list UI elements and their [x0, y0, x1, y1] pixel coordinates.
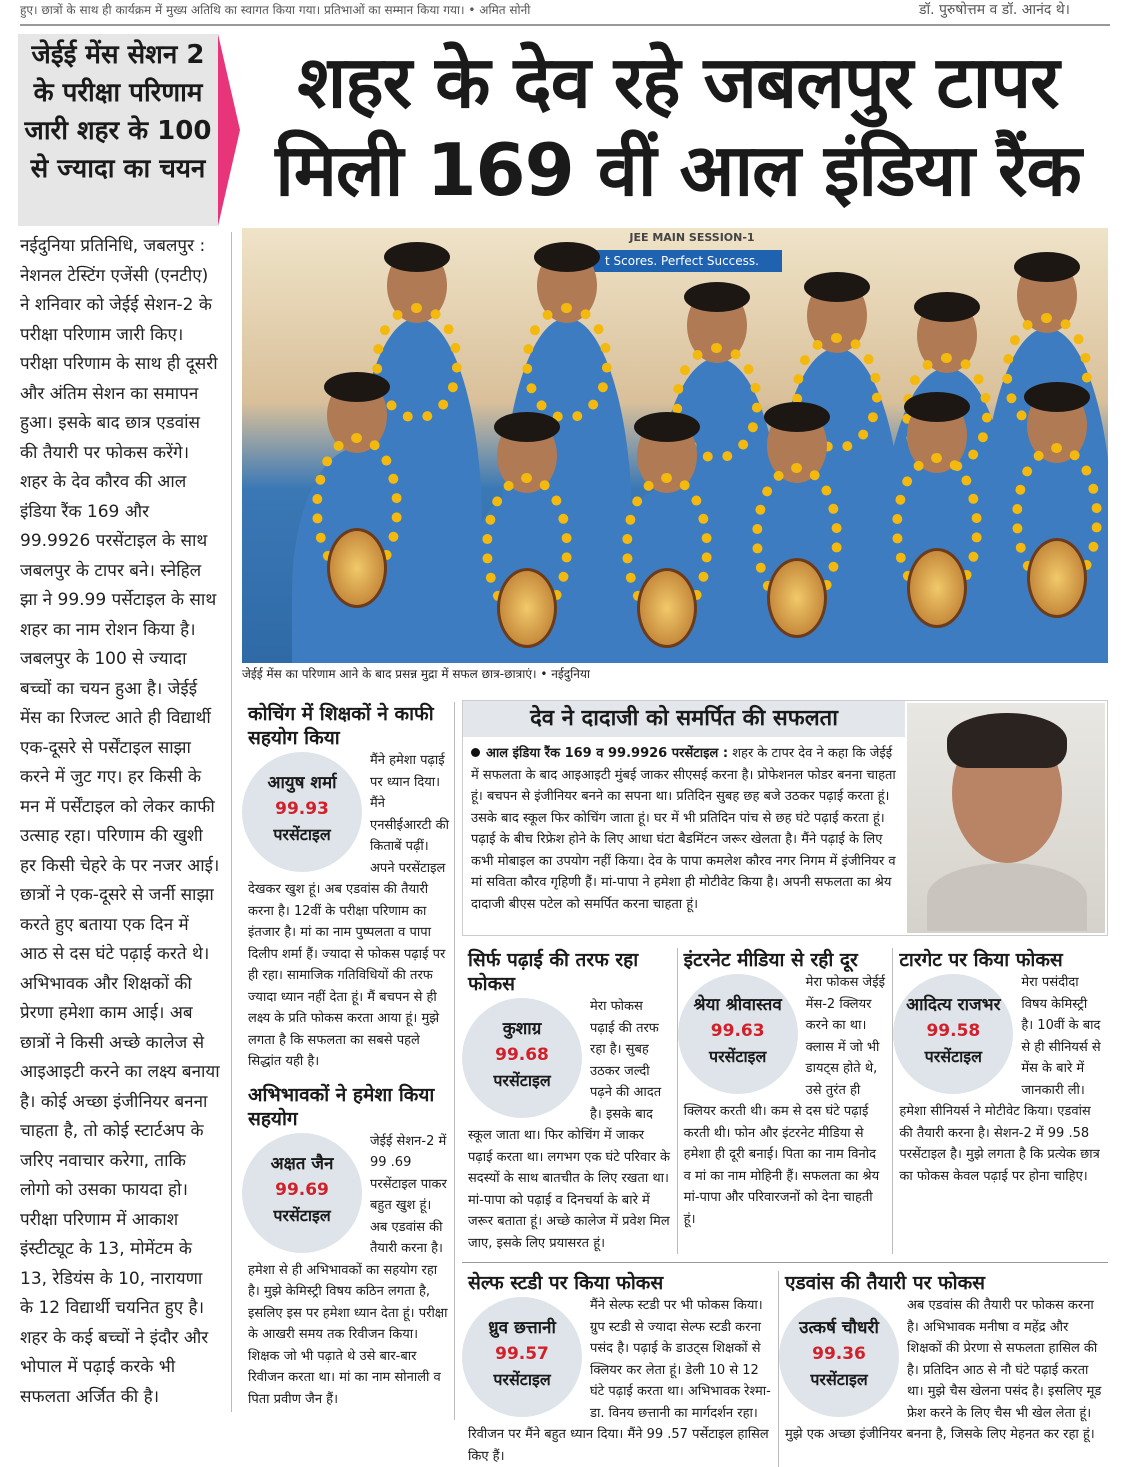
student-score: 99.63 — [710, 1021, 765, 1041]
article-body: मैंने सेल्फ स्टडी पर भी फोकस किया। ग्रुप स्टडी से ज्यादा सेल्फ स्टडी करना पसंद है। पढ़ाई के डाउट्स शिक्षकों से क्लियर कर लेता हूं। डेली 10 से 12 घंटे पढ़ाई करता था। अभिभावक रेश्मा-डा. विनय छत्तानी का मार्गदर्शन रहा। रिवीजन पर मैंने बहुत ध्यान दिया। मैंने 99 .57 पर्सेटाइल हासिल किए हैं। — [468, 1298, 771, 1464]
right-article-area — [462, 700, 1108, 1467]
left-article-column — [248, 702, 455, 1420]
article-title: एडवांस की तैयारी पर फोकस — [785, 1272, 986, 1294]
trophy-icon — [907, 548, 967, 628]
article-1 — [248, 702, 450, 1073]
name-badge — [462, 1297, 582, 1417]
name-badge — [242, 752, 362, 872]
article-6 — [462, 1271, 778, 1467]
name-badge — [779, 1297, 899, 1417]
student-score: 99.57 — [495, 1344, 549, 1364]
article-body: मेरा फोकस पढ़ाई की तरफ रहा है। सुबह उठकर जल्दी पढ़ने की आदत है। इसके बाद स्कूल जाता था। फिर कोचिंग में जाकर पढ़ाई करता था। लगभग एक घंटे परिवार के सदस्यों के साथ बातचीत के लिए रखता था। मां-पापा को पढ़ाई व दिनचर्या के बारे में जरूर बताता हूं। अच्छे कालेज में प्रवेश मिल जाए, इसके लिए प्रयासरत हूं। — [468, 999, 671, 1251]
main-story: नईदुनिया प्रतिनिधि, जबलपुर : नेशनल टेस्टिंग एजेंसी (एनटीए) ने शनिवार को जेईई सेशन-2 के परीक्षा परिणाम जारी किए। परीक्षा परिणाम के साथ ही दूसरी और अंतिम सेशन का समापन हुआ। इसके बाद छात्र एडवांस की तैयारी पर फोकस करेंगे। शहर के देव कौरव की आल इंडिया रैंक 169 और 99.9926 परसेंटाइल के साथ जबलपुर के टापर बने। स्नेहिल झा ने 99.99 पर्सेटाइल के साथ शहर का नाम रोशन किया है। जबलपुर के 100 से ज्यादा बच्चों का चयन हुआ है। जेईई मेंस का रिजल्ट आते ही विद्यार्थी एक-दूसरे से पर्सेंटाइल साझा करने में जुट गए। हर किसी के मन में पर्सेंटाइल को लेकर काफी उत्साह रहा। परिणाम की खुशी हर किसी चेहरे के पर नजर आई। छात्रों ने एक-दूसरे से जर्नी साझा करते हुए बताया एक दिन में आठ से दस घंटे पढ़ाई करते थे। अभिभावक और शिक्षकों की प्रेरणा हमेशा काम आई। अब छात्रों ने किसी अच्छे कालेज से आइआइटी करने का लक्ष्य बनाया है। कोई अच्छा इंजीनियर बनना चाहता है, तो कोई स्टार्टअप के जरिए नवाचार करेगा, ताकि लोगो को उसका फायदा हो। परीक्षा परिणाम में आकाश इंस्टीट्यूट के 13, मोमेंटम के 13, रेडियंस के 10, नारायणा के 12 विद्यार्थी चयनित हुए है। शहर के कई बच्चों ने इंदौर और भोपाल में पढ़ाई करके भी सफलता अर्जित की है। — [20, 236, 220, 1407]
dev-box — [462, 700, 1108, 936]
score-unit: परसेंटाइल — [924, 1047, 983, 1066]
article-2 — [248, 1083, 450, 1411]
group-photo — [242, 228, 1108, 663]
article-body: मेरा फोकस जेईई मेंस-2 क्लियर करने का था। क्लास में जो भी डायट्स होते थे, उसे तुरंत ही क्लियर करती थी। कम से दस घंटे पढ़ाई करती थी। फोन और इंटरनेट मीडिया से हमेशा ही दूरी बनाई। पिता का नाम विनोद व मां का नाम मोहिनी हैं। सफलता का श्रेय मां-पापा और परिवारजनों को देना चाहती हूं। — [683, 975, 885, 1227]
dev-body — [463, 737, 905, 921]
article-title: टारगेट पर किया फोकस — [899, 949, 1063, 971]
student-score: 99.58 — [926, 1021, 981, 1041]
article-title: सिर्फ पढ़ाई की तरफ रहा फोकस — [468, 949, 639, 995]
article-7 — [778, 1271, 1108, 1467]
article-5 — [892, 948, 1108, 1254]
article-body: मेरा पसंदीदा विषय केमिस्ट्री है। 10वीं के बाद से ही सीनियर्स से मेंस के बारे में जानकारी ली। हमेशा सीनियर्स ने मोटीवेट किया। एडवांस की तैयारी करना है। सेशन-2 में 99 .58 परसेंटाइल है। मुझे लगता है कि प्रत्येक छात्र का फोकस केवल पढ़ाई पर होना चाहिए। — [899, 975, 1101, 1184]
name-badge — [242, 1133, 362, 1253]
dev-portrait — [907, 703, 1105, 933]
sidebar-headline: जेईई मेंस सेशन 2 के परीक्षा परिणाम जारी शहर के 100 से ज्यादा का चयन — [18, 34, 218, 226]
score-unit: परसेंटाइल — [273, 825, 331, 844]
article-title: इंटरनेट मीडिया से रही दूर — [683, 949, 858, 971]
student-score: 99.68 — [495, 1045, 549, 1065]
article-4 — [677, 948, 893, 1254]
bullet-icon — [471, 748, 480, 757]
photo-caption: जेईई मेंस का परिणाम आने के बाद प्रसन्न मुद्रा में सफल छात्र-छात्राएं। • नईदुनिया — [242, 667, 591, 681]
article-body: अब एडवांस की तैयारी पर फोकस करना है। अभिभावक मनीषा व महेंद्र और शिक्षकों की प्रेरणा से सफलता हासिल की है। प्रतिदिन आठ से नौ घंटे पढ़ाई करता था। मुझे चैस खेलना पसंद है। इसलिए मूड फ्रेश करने के लिए चैस भी खेल लेता हूं। मुझे एक अच्छा इंजीनियर बनना है, जिसके लिए मेहनत कर रहा हूं। — [785, 1298, 1102, 1442]
student-name: आयुष शर्मा — [267, 773, 337, 793]
dev-lead: आल इंडिया रैंक 169 व 99.9926 परसेंटाइल : — [486, 746, 729, 761]
trophy-icon — [637, 568, 697, 648]
top-left-snippet: हुए। छात्रों के साथ ही कार्यक्रम में मुख्य अतिथि का स्वागत किया गया। प्रतिभाओं का सम्मान किया गया। • अमित सोनी — [20, 3, 531, 17]
top-strip — [20, 0, 1110, 20]
trophy-icon — [1027, 538, 1087, 618]
score-unit: परसेंटाइल — [493, 1071, 551, 1090]
student-score: 99.36 — [812, 1344, 866, 1364]
trophy-icon — [497, 568, 557, 648]
photo-banner-2: t Scores. Perfect Success. — [582, 250, 782, 272]
page-headline — [238, 38, 1118, 214]
trophy-icon — [327, 528, 387, 608]
trophy-icon — [767, 558, 827, 638]
dev-title: देव ने दादाजी को समर्पित की सफलता — [463, 701, 905, 737]
headline-line-2: मिली 169 वीं आल इंडिया रैंक — [275, 128, 1081, 212]
arrow-icon — [218, 34, 240, 226]
article-body: जेईई सेशन-2 में 99 .69 परसेंटाइल पाकर बहुत खुश हूं। अब एडवांस की तैयारी करना है। हमेशा से ही अभिभावकों का सहयोग रहा है। मुझे केमिस्ट्री विषय कठिन लगता है, इसलिए इस पर हमेशा ध्यान देता हूं। परीक्षा के आखरी समय तक रिवीजन किया। शिक्षक जो भी पढ़ाते थे उसे बार-बार रिवीजन करता था। मां का नाम सोनाली व पिता प्रवीण जैन हैं। — [248, 1133, 448, 1407]
divider — [20, 24, 1110, 26]
article-body: मैंने हमेशा पढ़ाई पर ध्यान दिया। मैंने एनसीईआरटी की किताबें पढ़ीं। अपने परसेंटाइल देखकर खुश हूं। अब एडवांस की तैयारी करना है। 12वीं के परीक्षा परिणाम का इंतजार है। मां का नाम पुष्पलता व पापा दिलीप शर्मा हैं। ज्यादा से फोकस पढ़ाई पर ही रहा। सामाजिक गतिविधियों की तरफ ज्यादा ध्यान नहीं देता हूं। मैं बचपन से ही लक्ष्य के प्रति फोकस करता आया हूं। मुझे लगता है कि सफलता का सबसे पहले सिद्धांत यही है। — [248, 753, 449, 1069]
article-row-3col — [462, 948, 1108, 1263]
headline-line-1: शहर के देव रहे जबलपुर टापर — [297, 40, 1059, 124]
article-title: अभिभावकों ने हमेशा किया सहयोग — [248, 1083, 435, 1130]
article-3 — [462, 948, 677, 1254]
photo-banner: JEE MAIN SESSION-1 — [629, 231, 755, 244]
article-row-2col — [462, 1271, 1108, 1467]
score-unit: परसेंटाइल — [493, 1370, 551, 1389]
student-name: कुशाग्र — [502, 1019, 542, 1039]
student-name: अक्षत जैन — [270, 1153, 334, 1174]
divider — [231, 232, 232, 1412]
name-badge — [893, 974, 1013, 1094]
article-title: सेल्फ स्टडी पर किया फोकस — [468, 1272, 664, 1294]
article-title: कोचिंग में शिक्षकों ने काफी सहयोग किया — [248, 703, 434, 749]
student-score: 99.93 — [275, 799, 329, 819]
student-score: 99.69 — [275, 1179, 329, 1200]
student-name: ध्रुव छत्तानी — [488, 1318, 556, 1338]
dev-text: शहर के टापर देव ने कहा कि जेईई में सफलता के बाद आइआइटी मुंबई जाकर सीएसई करना है। प्रोफेशनल फोडर बनना चाहता हूं। बचपन से इंजीनियर बनने का सपना था। प्रतिदिन सुबह छह बजे उठकर पढ़ाई करता हूं। उसके बाद स्कूल फिर कोचिंग जाता हूं। घर में भी प्रतिदिन पांच से छह घंटे पढ़ाई करता हूं। पढ़ाई के बीच रिफ्रेश होने के लिए आधा घंटा बैडमिंटन जरूर खेलता है। मैंने पढ़ाई के लिए कभी मोबाइल का उपयोग नहीं किया। देव के पापा कमलेश कौरव नगर निगम में इंजीनियर व मां सविता कौरव गृहिणी हैं। मां-पापा ने हमेशा ही मोटीवेट किया है। अपनी सफलता का श्रेय दादाजी बीएस पटेल को समर्पित करना चाहता हूं। — [471, 746, 896, 912]
score-unit: परसेंटाइल — [708, 1047, 767, 1066]
student-name: श्रेया श्रीवास्तव — [693, 995, 782, 1015]
score-unit: परसेंटाइल — [273, 1205, 331, 1225]
student-name: आदित्य राजभर — [906, 995, 1001, 1015]
dev-main — [463, 701, 905, 935]
name-badge — [678, 974, 798, 1094]
score-unit: परसेंटाइल — [810, 1370, 868, 1389]
top-right-snippet: डॉ. पुरुषोत्तम व डॉ. आनंद थे। — [918, 2, 1070, 18]
student-name: उत्कर्ष चौधरी — [799, 1318, 879, 1338]
name-badge — [462, 998, 582, 1118]
